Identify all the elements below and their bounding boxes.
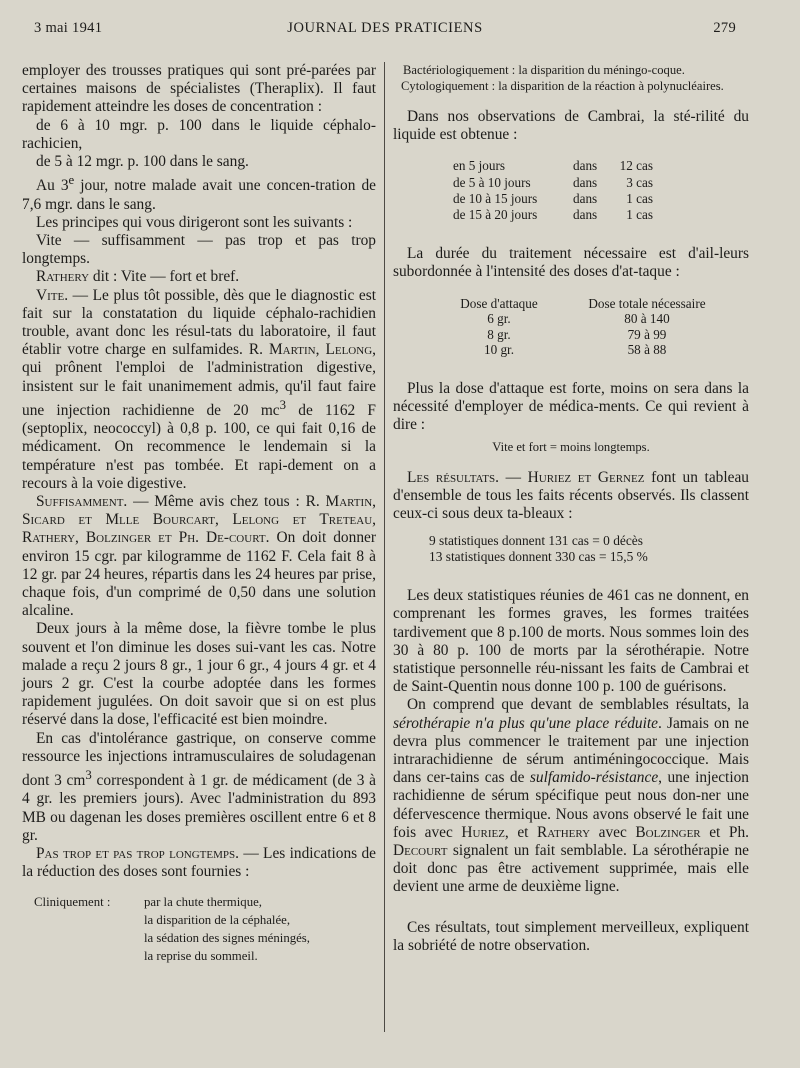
journal-title: JOURNAL DES PRATICIENS [287,20,483,36]
cliniquement-label: Cliniquement : [34,895,111,910]
maxim: Vite et fort = moins longtemps. [492,439,650,454]
paragraph-vite: Vite. — Le plus tôt possible, dès que le diagnostic est fait sur la constatation du liquide céphalo-rachidien trouble, avant donc les résul-tats du laboratoire, il faut établir votre charge en sulfamides. R. Martin, Lelong, qui prônent l'emploi de l'administration digestive, insistent sur le fait unanimement admis, qu'il faut faire une injection rachidienne de 20 $mc^3$ de 1162 F (septoplix, neococcyl) à 0,8 p. 100, ce qui fait 0,16 de médicament. On recommence le lendemain si la température n'est pas tombée. Et rapi-dement on a recours à la voie digestive. [22,286,376,492]
statistics-list [429,533,749,565]
page-header [34,20,736,40]
paragraph: On comprend que devant de semblables résultats, la sérothérapie n'a plus qu'une place réduite. Jamais on ne devra plus commencer le traitement par une injection intrarachidienne de sérum antiméningococcique. Mais dans cer-tains cas de sulfamido-résistance, une injection rachidienne de sérum spécifique peut nous don-ner une défervescence thermique. Nous avons observé le fait une fois avec Huriez, et Rathery avec Bolzinger et Ph. Decourt signalent un fait semblable. La sérothérapie ne doit donc pas être activement supprimée, mais elle devient une arme de deuxième ligne. [393,696,749,896]
table-row: de 15 à 20 jours dans 1 cas [453,207,653,223]
table-row: 10 gr. 58 à 88 [483,342,667,358]
table-row: en 5 jours dans 12 cas [453,158,653,174]
dose-table [441,296,749,358]
list-item: la reprise du sommeil. [144,949,258,964]
sterility-table [453,158,749,223]
paragraph-suffisamment: Suffisamment. — Même avis chez tous : R. Martin, Sicard et Mlle Bourcart, Lelong et Treteau, Rathery, Bolzinger et Ph. De-court. On doit donner environ 15 cgr. par kilogramme de 1162 F. Cela fait 8 à 12 gr. par 24 heures, répartis dans les 24 heures par prise, chaque fois, d'un comprimé de 0,50 dans une solution alcaline. [22,492,376,620]
paragraph: Deux jours à la même dose, la fièvre tombe le plus souvent et l'on diminue les doses sui-vant les cas. Notre malade a reçu 2 jours 8 gr., 1 jour 6 gr., 4 jours 4 gr. et 4 jours 2 gr. C'est la courbe adoptée dans les formes rapidement jugulées. On doit savoir que si on est plus réservé dans la dose, l'efficacité est bien moindre. [22,620,376,729]
paragraph: de 5 à 12 mgr. p. 100 dans le sang. [36,153,249,171]
paragraph-pas-trop: Pas trop et pas trop longtemps. — Les indications de la réduction des doses sont fournies : [22,844,376,881]
header-date: 3 mai 1941 [34,20,103,36]
paragraph: Les principes qui vous dirigeront sont les suivants : [36,213,353,231]
paragraph: Au 3e jour, notre malade avait une concen-tration de 7,6 mgr. dans le sang. [22,173,376,213]
table-row: 8 gr. 79 à 99 [487,326,667,342]
paragraph: Ces résultats, tout simplement merveilleux, expliquent la sobriété de notre observation. [393,918,749,954]
paragraph: Plus la dose d'attaque est forte, moins on sera dans la nécessité d'employer de médica-ments. Ce qui revient à dire : [393,380,749,434]
list-item: la sédation des signes méningés, [144,931,310,946]
paragraph: En cas d'intolérance gastrique, on conserve comme ressource les injections intramusculaires de soludagenan dont 3 $cm^3$ correspondent à 1 gr. de médicament (de 3 à 4 gr. les premiers jours). Avec l'administration du 893 MB ou dagenan les doses premières oscillent entre 6 et 8 gr. [22,729,376,844]
paragraph: La durée du traitement nécessaire est d'ail-leurs subordonnée à l'intensité des doses d'at-taque : [393,245,749,281]
paragraph-resultats: Les résultats. — Huriez et Gernez font un tableau d'ensemble de tous les faits récents observés. Ils classent ceux-ci sous deux ta-bleaux : [393,468,749,523]
column-divider [384,62,385,1032]
paragraph: Rathery dit : Vite — fort et bref. [36,268,240,286]
paragraph: Vite — suffisamment — pas trop et pas trop longtemps. [22,231,376,268]
paragraph: Les deux statistiques réunies de 461 cas ne donnent, en comprenant les formes graves, les formes traitées tardivement que 8 p.100 de morts. Nous sommes loin des 30 à 80 p. 100 de morts par la sérothérapie. Notre statistique personnelle réu-nissant les faits de Cambrai et de Saint-Quentin nous donne 100 p. 100 de guérisons. [393,587,749,696]
left-column [22,62,376,965]
table-row: de 10 à 15 jours dans 1 cas [453,190,653,206]
paragraph: Dans nos observations de Cambrai, la sté-rilité du liquide est obtenue : [393,108,749,144]
table-header: Dose d'attaque Dose totale nécessaire [460,295,706,311]
list-item: la disparition de la céphalée, [144,913,291,928]
list-item: par la chute thermique, [144,895,262,910]
paragraph: de 6 à 10 mgr. p. 100 dans le liquide céphalo-rachicien, [22,116,376,152]
cytologiquement-line: Cytologiquement : la disparition de la réaction à polynucléaires. [401,79,724,93]
paragraph: employer des trousses pratiques qui sont pré-parées par certaines maisons de spécialistes (Theraplix). Il faut rapidement atteindre les doses de concentration : [22,62,376,116]
page-number: 279 [713,20,736,36]
right-column [393,62,749,955]
list-item: 9 statistiques donnent 131 cas = 0 décès [429,533,643,549]
cliniquement-list [22,893,376,965]
bacteriologiquement-line: Bactériologiquement : la disparition du méningo-coque. [403,63,685,77]
table-row: de 5 à 10 jours dans 3 cas [453,174,653,190]
list-item: 13 statistiques donnent 330 cas = 15,5 % [429,549,648,565]
table-row: 6 gr. 80 à 140 [487,311,670,327]
